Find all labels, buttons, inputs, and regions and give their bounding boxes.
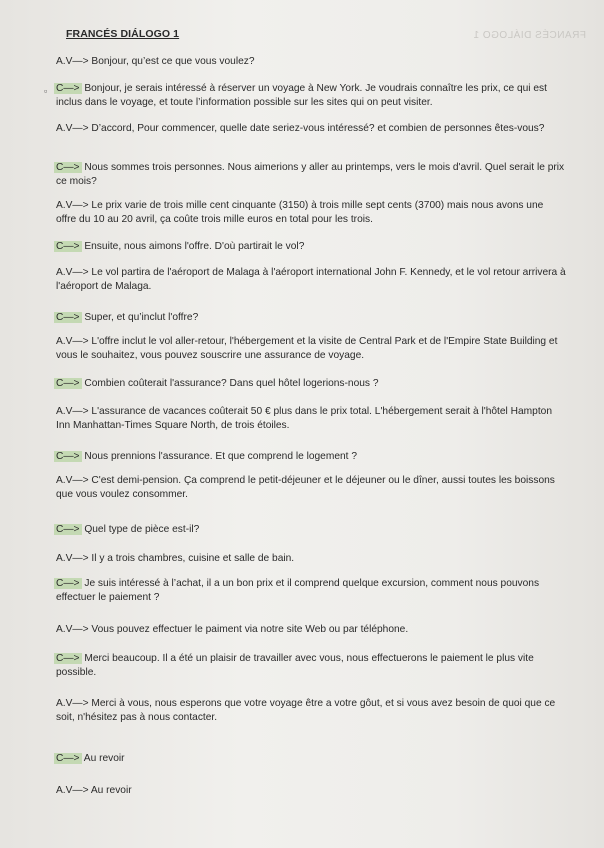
speaker: C—>	[56, 653, 80, 664]
utterance: Vous pouvez effectuer le paiment via notre site Web ou par téléphone.	[91, 624, 409, 635]
utterance: Il y a trois chambres, cuisine et salle de bain.	[91, 553, 295, 564]
margin-bullet: ▫	[44, 86, 48, 96]
document-title: FRANCÉS DIÁLOGO 1	[66, 28, 180, 40]
speaker: A.V—>	[56, 336, 89, 347]
utterance: Bonjour, je serais intéressé à réserver un voyage à New York. Je voudrais connaître les prix, ce qui est inclus dans le voyage, et toute l’information possible sur les sites qui on peut visiter.	[56, 83, 547, 108]
dialogue-line	[56, 55, 566, 69]
utterance: Nous prennions l'assurance. Et que comprend le logement ?	[84, 451, 357, 462]
speaker: A.V—>	[56, 785, 89, 796]
dialogue-line	[56, 266, 566, 293]
speaker: A.V—>	[56, 56, 89, 67]
utterance: Le prix varie de trois mille cent cinquante (3150) à trois mille sept cents (3700) mais nous avons une offre du 10 au 20 avril, ça coûte trois mille euros en total pour les trois.	[56, 200, 544, 225]
speaker: A.V—>	[56, 200, 89, 211]
utterance: Merci à vous, nous esperons que votre voyage être a votre gôut, et si vous avez besoin de quoi que ce soit, n'hésitez pas à nous contacter.	[56, 698, 556, 723]
dialogue-line	[56, 697, 566, 724]
utterance: Au revoir	[83, 753, 125, 764]
dialogue-line	[56, 523, 566, 537]
speaker: C—>	[56, 378, 80, 389]
dialogue-line	[56, 450, 566, 464]
speaker: C—>	[56, 578, 80, 589]
utterance: Combien coûterait l'assurance? Dans quel hôtel logerions-nous ?	[84, 378, 379, 389]
dialogue-line	[56, 474, 566, 501]
dialogue-line	[56, 552, 566, 566]
utterance: Je suis intéressé à l’achat, il a un bon prix et il comprend quelque excursion, comment nous pouvons effectuer le paiement ?	[56, 578, 540, 603]
dialogue-line	[56, 652, 566, 679]
utterance: Bonjour, qu’est ce que vous voulez?	[91, 56, 255, 67]
dialogue-line	[56, 122, 566, 136]
speaker: C—>	[56, 753, 80, 764]
speaker: A.V—>	[56, 553, 89, 564]
speaker: C—>	[56, 524, 80, 535]
dialogue-line	[56, 199, 566, 226]
speaker: A.V—>	[56, 475, 89, 486]
dialogue-line	[56, 577, 566, 604]
dialogue-line	[56, 752, 566, 766]
utterance: Merci beaucoup. Il a été un plaisir de travailler avec vous, nous effectuerons le paiement le plus vite possible.	[56, 653, 534, 678]
utterance: Au revoir	[90, 785, 132, 796]
dialogue-line	[56, 623, 566, 637]
utterance: L'assurance de vacances coûterait 50 € plus dans le prix total. L'hébergement serait à l'hôtel Hampton Inn Manhattan-Times Square North, de trois étoiles.	[56, 406, 552, 431]
speaker: A.V—>	[56, 267, 89, 278]
utterance: Super, et qu’inclut l'offre?	[84, 312, 199, 323]
dialogue-line	[56, 405, 566, 432]
speaker: C—>	[56, 162, 80, 173]
utterance: Quel type de pièce est-il?	[84, 524, 200, 535]
dialogue-line	[56, 240, 566, 254]
dialogue-line	[56, 784, 566, 798]
speaker: C—>	[56, 241, 80, 252]
dialogue-line	[56, 377, 566, 391]
show-through-title: FRANCÉS DIÁLOGO 1	[473, 30, 586, 41]
speaker: A.V—>	[56, 406, 89, 417]
speaker: A.V—>	[56, 123, 89, 134]
speaker: C—>	[56, 451, 80, 462]
utterance: C'est demi-pension. Ça comprend le petit-déjeuner et le déjeuner ou le dîner, aussi toutes les boissons que vous voulez consommer.	[56, 475, 555, 500]
utterance: Nous sommes trois personnes. Nous aimerions y aller au printemps, vers le mois d'avril. Quel serait le prix ce mois?	[56, 162, 565, 187]
dialogue-line	[56, 311, 566, 325]
speaker: C—>	[56, 312, 80, 323]
speaker: A.V—>	[56, 624, 89, 635]
dialogue-line	[56, 335, 566, 362]
dialogue-line	[56, 82, 566, 109]
utterance: D’accord, Pour commencer, quelle date seriez-vous intéressé? et combien de personnes êtes-vous?	[91, 123, 545, 134]
utterance: Ensuite, nous aimons l'offre. D'où partirait le vol?	[84, 241, 305, 252]
speaker: C—>	[56, 83, 80, 94]
dialogue-line	[56, 161, 566, 188]
speaker: A.V—>	[56, 698, 89, 709]
utterance: Le vol partira de l'aéroport de Malaga à l'aéroport international John F. Kennedy, et le vol retour arrivera à l'aéroport de Malaga.	[56, 267, 566, 292]
utterance: L'offre inclut le vol aller-retour, l'hébergement et la visite de Central Park et de l'Empire State Building et vous le souhaitez, vous pouvez souscrire une assurance de voyage.	[56, 336, 558, 361]
